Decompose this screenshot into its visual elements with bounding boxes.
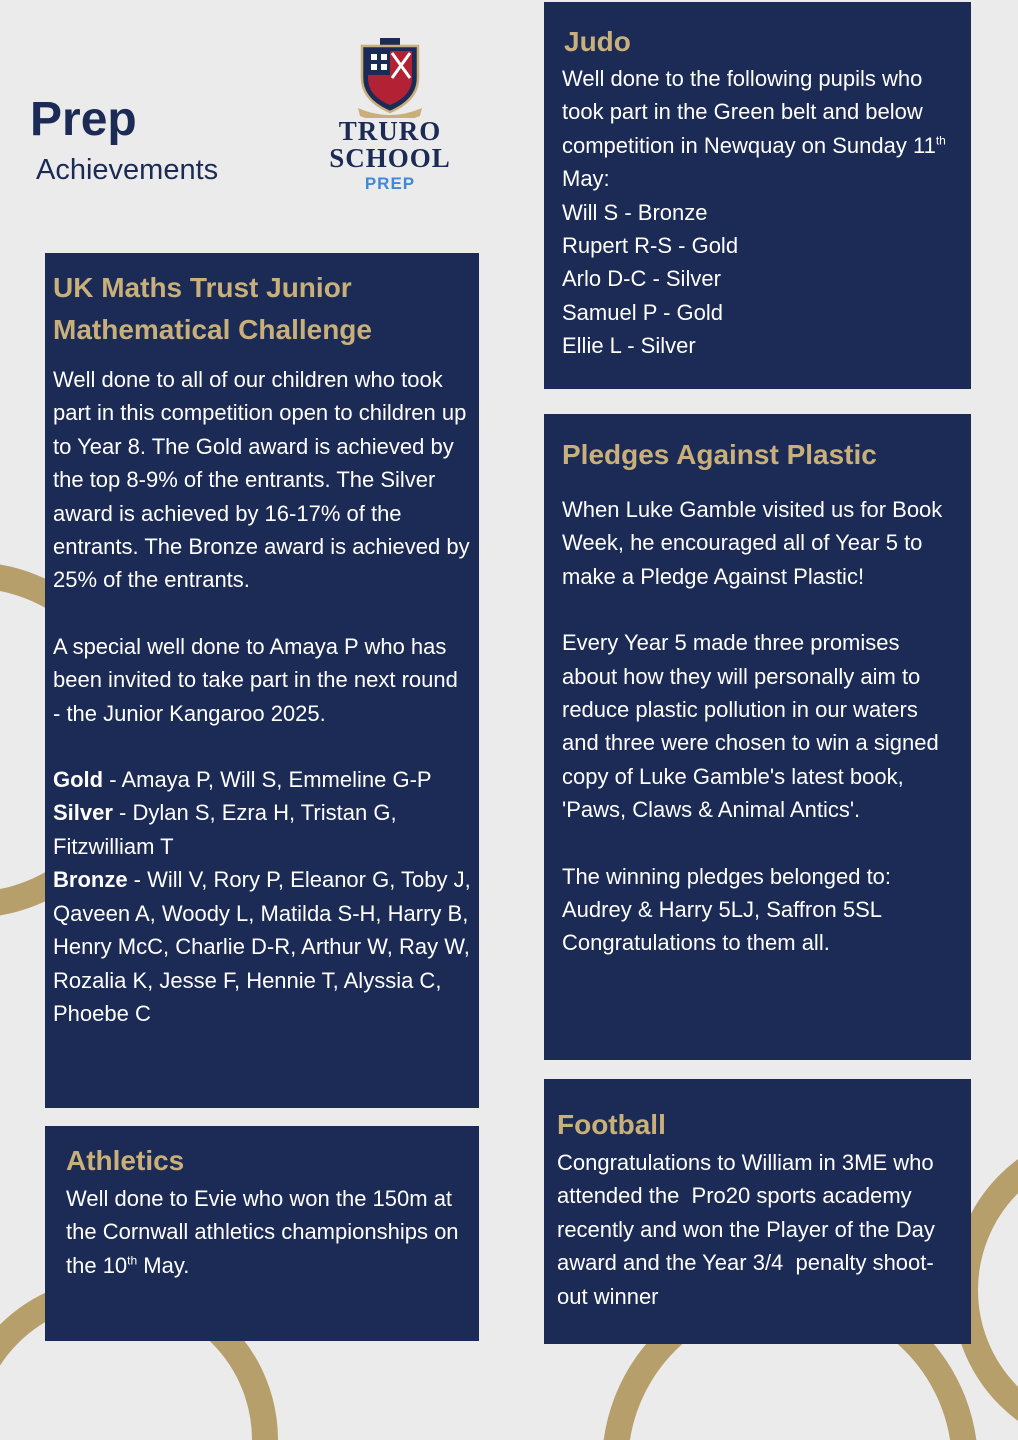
judo-result: Arlo D-C - Silver bbox=[562, 266, 721, 292]
athletics-text bbox=[66, 1182, 459, 1282]
judo-result: Ellie L - Silver bbox=[562, 333, 696, 359]
page-subtitle: Achievements bbox=[36, 154, 219, 186]
plastic-intro-text: When Luke Gamble visited us for Book Week, he encouraged all of Year 5 to make a Pledge Against Plastic! bbox=[562, 497, 943, 589]
football-text: Congratulations to William in 3ME who attended the Pro20 sports academy recently and won the Player of the Day award and the Year 3/4 penalty shoot-out winner bbox=[557, 1150, 942, 1309]
truro-school-prep-logo bbox=[320, 38, 460, 208]
plastic-promises-text: Every Year 5 made three promises about how they will personally aim to reduce plastic pollution in our waters and three were chosen to win a signed copy of Luke Gamble's latest book, 'Paws, Claws & Animal Antics'. bbox=[562, 630, 939, 823]
athletics-text-main: Well done to Evie who won the 150m at the Cornwall athletics championships on the 10 bbox=[66, 1186, 459, 1278]
silver-names: - Dylan S, Ezra H, Tristan G, Fitzwilliam T bbox=[53, 800, 397, 859]
logo-word-truro: TRURO bbox=[338, 116, 442, 146]
football-card bbox=[544, 1079, 971, 1344]
bronze-winners bbox=[53, 863, 471, 1030]
plastic-congrats: Congratulations to them all. bbox=[562, 930, 830, 956]
logo-word-school: SCHOOL bbox=[329, 143, 451, 173]
athletics-heading: Athletics bbox=[66, 1145, 185, 1176]
judo-text-end: May: bbox=[562, 166, 610, 192]
maths-heading: UK Maths Trust Junior Mathematical Challenge bbox=[53, 272, 372, 345]
page-title: Prep bbox=[30, 93, 137, 146]
athletics-sup: th bbox=[127, 1253, 138, 1268]
gold-names: - Amaya P, Will S, Emmeline G-P bbox=[103, 767, 432, 793]
logo-word-prep: PREP bbox=[364, 174, 416, 193]
pledges-against-plastic-card bbox=[544, 414, 971, 1060]
football-heading: Football bbox=[557, 1109, 666, 1140]
athletics-text-end: May. bbox=[137, 1252, 190, 1278]
judo-heading: Judo bbox=[564, 26, 631, 57]
gold-winners bbox=[53, 763, 471, 796]
maths-intro-text: Well done to all of our children who took part in this competition open to children up to Year 8. The Gold award is achieved by the top 8-9% of the entrants. The Silver award is achieved by 16-17% of the entrants. The Bronze award is achieved by 25% of the entrants. bbox=[53, 367, 470, 593]
judo-sup: th bbox=[935, 133, 946, 148]
gold-label: Gold bbox=[53, 767, 104, 793]
bronze-label: Bronze bbox=[53, 867, 128, 893]
judo-result: Will S - Bronze bbox=[562, 199, 708, 225]
bronze-names: - Will V, Rory P, Eleanor G, Toby J, Qaveen A, Woody L, Matilda S-H, Harry B, Henry McC, Charlie D-R, Arthur W, Ray W, Rozalia K, Jesse F, Hennie T, Alyssia C, Phoebe C bbox=[53, 867, 471, 1026]
judo-card bbox=[544, 2, 971, 389]
school-crest-icon bbox=[352, 38, 428, 118]
judo-result: Rupert R-S - Gold bbox=[562, 233, 739, 259]
athletics-card bbox=[45, 1126, 479, 1341]
silver-winners bbox=[53, 796, 471, 863]
plastic-winners-intro: The winning pledges belonged to: bbox=[562, 863, 892, 889]
maths-challenge-card bbox=[45, 253, 479, 1108]
plastic-winners: Audrey & Harry 5LJ, Saffron 5SL bbox=[562, 897, 882, 923]
silver-label: Silver bbox=[53, 800, 113, 826]
judo-result: Samuel P - Gold bbox=[562, 299, 724, 325]
judo-text-main: Well done to the following pupils who took part in the Green belt and below competition in Newquay on Sunday 11 bbox=[562, 66, 936, 158]
plastic-heading: Pledges Against Plastic bbox=[562, 439, 877, 470]
judo-text bbox=[562, 62, 953, 196]
maths-special-text: A special well done to Amaya P who has been invited to take part in the next round - the Junior Kangaroo 2025. bbox=[53, 633, 458, 726]
